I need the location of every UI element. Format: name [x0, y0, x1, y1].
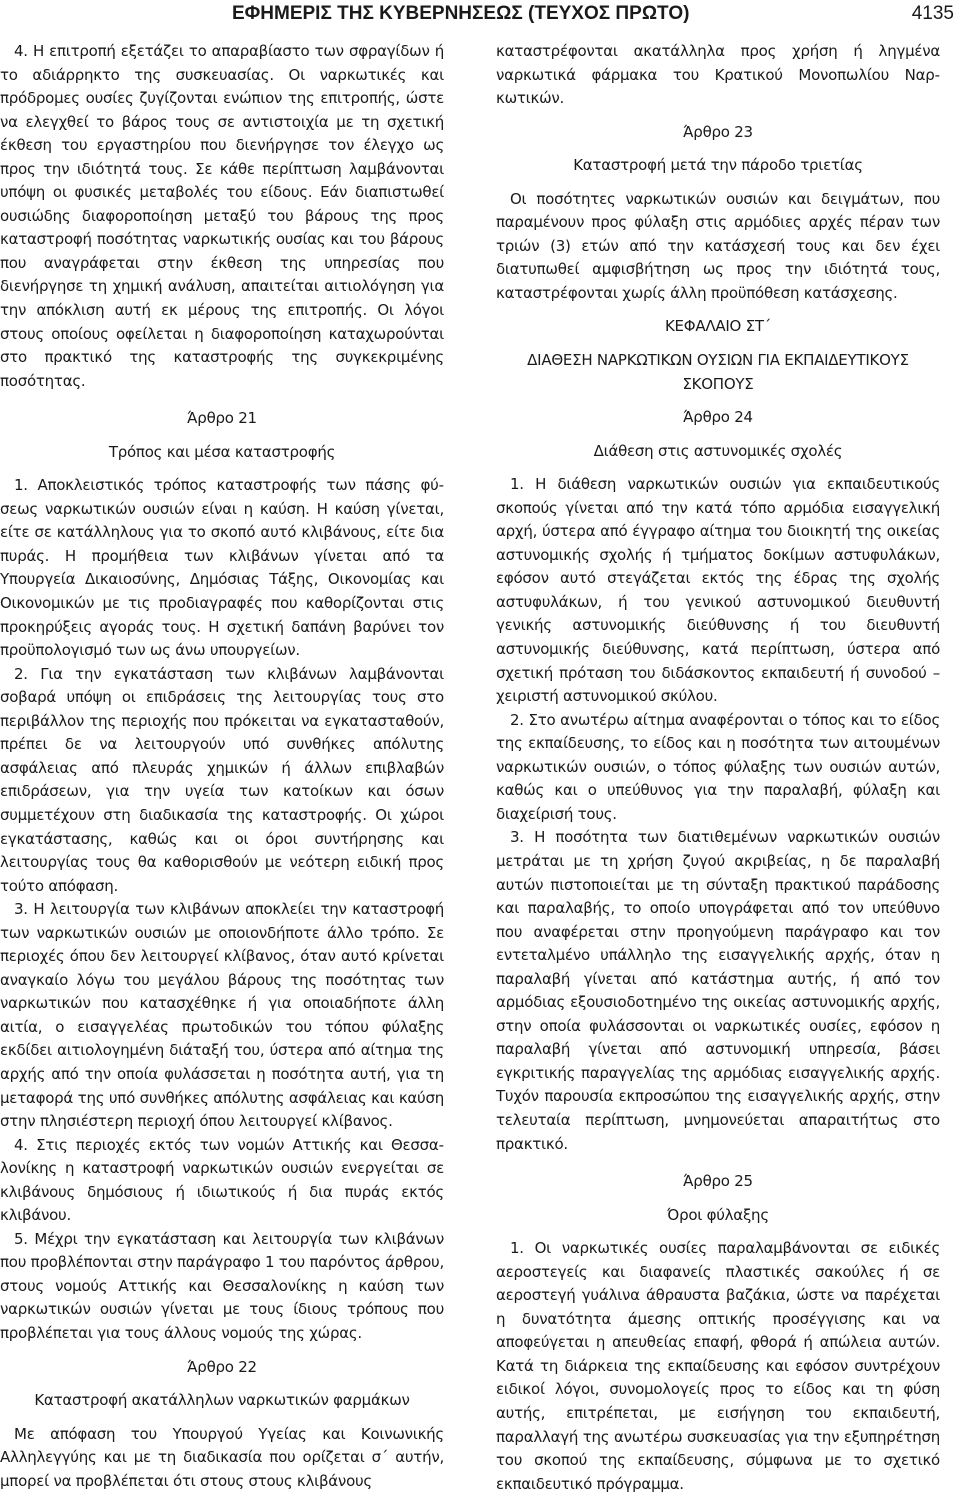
article24-paragraph-1: 1. Η διάθεση ναρκωτικών ουσιών για εκπαιδευτικούς σκοπούς γίνεται από την κατά τόπο αρμόδια εισαγγελική αρχή, ύστερα από έγγραφο αίτημα του διοικητή της οικείας αστυνομικής σχολής ή τμήματος δοκίμων αστυφυλάκων, εφόσον αυτό στεγάζεται εκτός της έδρας της σχολής αστυφυλάκων, ή του γενικού αστυνομικού διευθυντή γενικής αστυνομικής διεύθυνσης ή του διευθυντή αστυνομικής διεύθυνσης, κατά περίπτωση, ύστερα από σχετική πρόταση του διδάσκοντος εκπαιδευτή ή συνοδού – χειριστή αστυνομικού σκύλου. — [496, 475, 940, 706]
article22-paragraph-1: Με απόφαση του Υπουργού Υγείας και Κοινωνικής Αλληλεγγύης και με τη διαδικασία που ορίζεται σ΄ αυτήν, μπορεί να προβλέπεται ότι στους στους κλιβάνους — [0, 1424, 444, 1490]
article22-subheading: Καταστροφή ακατάλληλων ναρκωτικών φαρμάκων — [34, 1391, 410, 1410]
article21-paragraph-3: 3. Η λειτουργία των κλιβάνων αποκλείει την καταστροφή των ναρκωτικών ουσιών με οποιονδήποτε άλλο τρόπο. Σε περιοχές όπου δεν λειτουργεί κλίβανος, όταν αυτό κρίνεται αναγκαίο λόγω του μεγάλου βάρους της ποσότητας των ναρκωτικών που κατασχέθηκε ή για οποιαδήποτε άλλη αιτία, ο εισαγγελέας πρωτοδικών του τόπου φύλαξης εκδίδει αιτιολογημένη διάταξή του, ύστερα από αίτημα της αρχής από την οποία φυλάσσεται η ποσότητα αυτή, για τη μεταφορά της υπό συνθήκες απόλυτης ασφάλειας και καύση στην πλησιέστερη περιοχή όπου λειτουργεί κλίβανος. — [0, 900, 444, 1131]
chapter-heading: ΚΕΦΑΛΑΙΟ ΣΤ΄ — [664, 317, 772, 336]
right-column — [496, 40, 940, 1496]
page-header — [0, 1, 960, 31]
article24-paragraph-2: 2. Στο ανωτέρω αίτημα αναφέρονται ο τόπος και το είδος της εκπαίδευσης, το είδος και η ποσότητα των αιτουμένων ναρκωτικών ουσιών, ο τόπος φύλαξης των ουσιών αυτών, καθώς και ο υπεύθυνος για την παραλαβή, φύλαξη και διαχείρισή τους. — [496, 710, 940, 823]
article20-paragraph-4: 4. Η επιτροπή εξετάζει το απαραβίαστο των σφραγίδων ή το αδιάρρηκτο της συσκευασίας. Οι ναρκωτικές και πρόδρομες ουσίες ζυγίζονται ενώπιον της επιτροπής, ώστε να ελεγχθεί το βάρος τους σε αντιστοιχία με τη σχετική έκθεση του εργαστηρίου που διενήργησε τον έλεγχο ως προς την ιδιότητά τους. Σε κάθε περίπτωση λαμβάνονται υπόψη οι φυσικές μεταβολές του είδους. Εάν διαπιστωθεί ουσιώδης διαφοροποίηση μεταξύ του βάρους της προς καταστροφή ποσότητας ναρκωτικής ουσίας και του βάρους που αναγράφεται στην έκθεση της υπηρεσίας που διενήργησε τη χημική ανάλυση, απαιτείται αιτιολόγηση για την απόκλιση αυτή εκ μέρους της επιτροπής. Οι λόγοι στους οποίους οφείλεται η διαφοροποίηση καταχωρούνται στο πρακτικό της καταστροφής της συγκεκριμένης ποσότητας. — [0, 42, 444, 390]
chapter-subheading: ΔΙΑΘΕΣΗ ΝΑΡΚΩΤΙΚΩΝ ΟΥΣΙΩΝ ΓΙΑ ΕΚΠΑΙΔΕΥΤΙΚΟΥΣ ΣΚΟΠΟΥΣ — [527, 351, 909, 393]
article21-paragraph-5: 5. Μέχρι την εγκατάσταση και λειτουργία των κλιβάνων που προβλέπονται στην παράγραφο 1 του παρόντος άρθρου, στους νομούς Αττικής και Θεσσαλονίκης η καύση των ναρκωτικών ουσιών γίνεται με τους ίδιους τρόπους που προβλέπεται για τους άλλους νομούς της χώρας. — [0, 1229, 444, 1342]
article23-heading: Άρθρο 23 — [683, 122, 753, 141]
article22-heading: Άρθρο 22 — [187, 1357, 257, 1376]
article24-subheading: Διάθεση στις αστυνομικές σχολές — [593, 441, 843, 460]
left-column — [0, 40, 444, 1493]
article23-subheading: Καταστροφή μετά την πάροδο τριετίας — [573, 156, 863, 175]
article23-paragraph-1: Οι ποσότητες ναρκωτικών ουσιών και δειγμάτων, που παραμένουν προς φύλαξη στις αρμόδιες αρχές πέραν των τριών (3) ετών από την κατάσχεσή τους και δεν έχει διατυπωθεί αμφισβήτηση ως προς την ιδιότητά τους, καταστρέφονται χωρίς άλλη προϋπόθεση κατάσχεσης. — [496, 189, 940, 302]
article22-paragraph-continued: καταστρέφονται ακατάλληλα προς χρήση ή ληγμένα ναρκωτικά φάρμακα του Κρατικού Μονοπωλίου Ναρκωτικών. — [496, 42, 940, 108]
article25-heading: Άρθρο 25 — [683, 1172, 753, 1191]
article24-heading: Άρθρο 24 — [683, 408, 753, 427]
article25-paragraph-1: 1. Οι ναρκωτικές ουσίες παραλαμβάνονται σε ειδικές αεροστεγείς και διαφανείς πλαστικές σακούλες ή σε αεροστεγή γυάλινα άθραυστα βαζάκια, ώστε να παρέχεται η δυνατότητα άμεσης οπτικής προσέγγισης και να αποφεύγεται η απευθείας επαφή, φθορά ή απώλεια αυτών. Κατά τη διάρκεια της εκπαίδευσης και εφόσον συντρέχουν ειδικοί λόγοι, συνομολογείς προς το είδος και τη φύση αυτής, επιτρέπεται, με εισήγηση του εκπαιδευτή, παραλλαγή της ανωτέρω συσκευασίας για την εξυπηρέτηση του σκοπού της εκπαίδευσης, σύμφωνα με το σχετικό εκπαιδευτικό πρόγραμμα. — [496, 1239, 940, 1493]
gazette-title: ΕΦΗΜΕΡΙΣ ΤΗΣ ΚΥΒΕΡΝΗΣΕΩΣ (ΤΕΥΧΟΣ ΠΡΩΤΟ) — [232, 3, 690, 24]
article21-paragraph-1: 1. Αποκλειστικός τρόπος καταστροφής των πάσης φύσεως ναρκωτικών ουσιών είναι η καύση. Η καύση γίνεται, είτε σε κατάλληλους για το σκοπό αυτό κλιβάνους, είτε δια πυράς. Η προμήθεια των κλιβάνων γίνεται από τα Υπουργεία Δικαιοσύνης, Δημόσιας Τάξης, Οικονομίας και Οικονομικών με τις προδιαγραφές που καθορίζονται στις προκηρύξεις αγοράς τους. Η σχετική δαπάνη βαρύνει τον προϋπολογισμό των ως άνω υπουργείων. — [0, 476, 444, 660]
article21-heading: Άρθρο 21 — [187, 409, 257, 428]
article25-subheading: Όροι φύλαξης — [667, 1205, 769, 1224]
page-number: 4135 — [911, 3, 954, 24]
article21-paragraph-4: 4. Στις περιοχές εκτός των νομών Αττικής και Θεσσαλονίκης η καταστροφή ναρκωτικών ουσιών ενεργείται σε κλιβάνους δημόσιους ή ιδιωτικούς ή δια πυράς εκτός κλιβάνου. — [0, 1135, 444, 1225]
article21-paragraph-2: 2. Για την εγκατάσταση των κλιβάνων λαμβάνονται σοβαρά υπόψη οι επιδράσεις της λειτουργίας τους στο περιβάλλον της περιοχής που πρόκειται να εγκατασταθούν, πρέπει δε να λειτουργούν υπό συνθήκες απόλυτης ασφάλειας από πλευράς χημικών ή άλλων επιβλαβών επιδράσεων, για την υγεία των κατοίκων και όσων συμμετέχουν στη διαδικασία της καταστροφής. Οι χώροι εγκατάστασης, καθώς και οι όροι συντήρησης και λειτουργίας τους θα καθορισθούν με νεότερη ειδική προς τούτο απόφαση. — [0, 664, 444, 895]
article21-subheading: Τρόπος και μέσα καταστροφής — [108, 442, 336, 461]
article24-paragraph-3: 3. Η ποσότητα των διατιθεμένων ναρκωτικών ουσιών μετράται με τη χρήση ζυγού ακριβείας, η δε παραλαβή αυτών πιστοποιείται με τη σύνταξη πρακτικού παράδοσης και παραλαβής, το οποίο υπογράφεται από τον υπεύθυνο που αναφέρεται στην προηγούμενη παράγραφο και τον εντεταλμένο υπάλληλο της εισαγγελικής αρχής, όταν η παραλαβή γίνεται από κατάστημα αυτής, ή από τον αρμόδιας εξουσιοδοτημένο της οικείας αστυνομικής αρχής, στην οποία φυλάσσονται οι ναρκωτικές ουσίες, εφόσον η παραλαβή γίνεται από αστυνομική υπηρεσία, βάσει εγκριτικής παραγγελίας της αρμόδιας εισαγγελικής αρχής. Τυχόν παρουσία εκπροσώπου της εισαγγελικής αρχής, στην τελευταία περίπτωση, μνημονεύεται απαραιτήτως στο πρακτικό. — [496, 828, 940, 1153]
